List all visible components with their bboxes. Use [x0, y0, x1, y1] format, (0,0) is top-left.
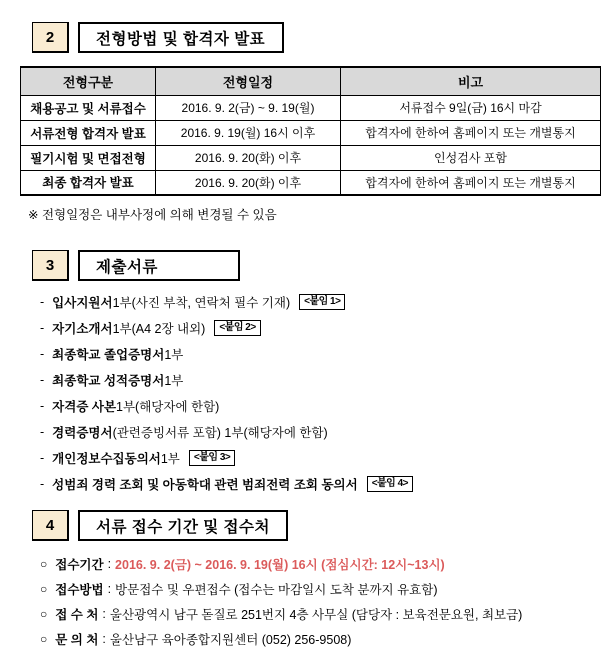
table-row — [21, 120, 601, 145]
section-3-header — [32, 250, 609, 281]
table-row — [21, 145, 601, 170]
selection-schedule-table — [20, 66, 601, 196]
section-2-header — [32, 22, 609, 53]
submission-info-list — [0, 551, 609, 651]
info-value: 울산광역시 남구 돋질로 251번지 4층 사무실 (담당자 : 보육전문요원, 최보금) — [109, 607, 523, 622]
header-cell-schedule: 전형일정 — [156, 67, 341, 95]
list-item — [40, 315, 609, 341]
document-detail: 1부(A4 2장 내외) — [112, 322, 206, 336]
info-item-contact — [40, 626, 609, 651]
required-documents-list — [0, 289, 609, 497]
dash-bullet: - — [40, 399, 45, 413]
info-item-method — [40, 576, 609, 601]
colon-separator: : — [107, 556, 112, 571]
section-4-header — [32, 510, 609, 541]
table-cell: 채용공고 및 서류접수 — [21, 95, 156, 120]
document-name: 입사지원서 — [52, 296, 113, 310]
circle-bullet-icon: ○ — [40, 581, 48, 596]
dash-bullet: - — [40, 373, 45, 387]
info-label: 접수기간 — [55, 557, 104, 572]
info-value: 울산남구 육아종합지원센터 (052) 256-9508) — [109, 632, 352, 647]
dash-bullet: - — [40, 425, 45, 439]
attachment-tag-3: <붙임 3> — [189, 450, 235, 466]
info-value-period: 2016. 9. 2(금) ~ 2016. 9. 19(월) 16시 (점심시간: 12시~13시) — [115, 557, 445, 572]
attachment-tag-1: <붙임 1> — [299, 294, 345, 310]
document-detail: 1부 — [164, 374, 184, 388]
table-row — [21, 95, 601, 120]
colon-separator: : — [102, 606, 106, 621]
colon-separator: : — [107, 581, 112, 596]
document-detail: 1부(사진 부착, 연락처 필수 기재) — [112, 296, 291, 310]
document-name: 성범죄 경력 조회 및 아동학대 관련 범죄전력 조회 동의서 — [52, 478, 358, 492]
info-value: 방문접수 및 우편접수 (접수는 마감일시 도착 분까지 유효함) — [115, 582, 438, 597]
attachment-tag-4: <붙임 4> — [367, 476, 413, 492]
table-cell: 2016. 9. 2(금) ~ 9. 19(월) — [156, 95, 341, 120]
document-name: 경력증명서 — [52, 426, 113, 440]
table-cell: 2016. 9. 19(월) 16시 이후 — [156, 120, 341, 145]
table-cell: 인성검사 포함 — [341, 145, 601, 170]
document-name: 자기소개서 — [52, 322, 113, 336]
section-4-number-badge: 4 — [32, 510, 69, 541]
circle-bullet-icon: ○ — [40, 556, 48, 571]
table-cell: 서류접수 9일(금) 16시 마감 — [341, 95, 601, 120]
header-cell-remarks: 비고 — [341, 67, 601, 95]
dash-bullet: - — [40, 451, 45, 465]
table-cell: 합격자에 한하여 홈페이지 또는 개별통지 — [341, 170, 601, 195]
list-item — [40, 367, 609, 393]
list-item — [40, 289, 609, 315]
table-cell: 필기시험 및 면접전형 — [21, 145, 156, 170]
list-item — [40, 445, 609, 471]
table-header-row — [21, 67, 601, 95]
document-detail: 1부 — [164, 348, 184, 362]
document-name: 최종학교 졸업증명서 — [52, 348, 165, 362]
dash-bullet: - — [40, 295, 45, 309]
document-name: 최종학교 성적증명서 — [52, 374, 165, 388]
list-item — [40, 393, 609, 419]
circle-bullet-icon: ○ — [40, 631, 48, 646]
document-detail: 1부(해당자에 한함) — [116, 400, 220, 414]
info-item-period — [40, 551, 609, 576]
dash-bullet: - — [40, 477, 45, 491]
table-cell: 2016. 9. 20(화) 이후 — [156, 145, 341, 170]
dash-bullet: - — [40, 321, 45, 335]
section-2-title: 전형방법 및 합격자 발표 — [78, 22, 284, 53]
list-item — [40, 419, 609, 445]
schedule-change-note: ※ 전형일정은 내부사정에 의해 변경될 수 있음 — [28, 208, 277, 222]
table-cell: 합격자에 한하여 홈페이지 또는 개별통지 — [341, 120, 601, 145]
list-item — [40, 471, 609, 497]
header-cell-category: 전형구분 — [21, 67, 156, 95]
table-row — [21, 170, 601, 195]
section-3-title: 제출서류 — [78, 250, 240, 281]
info-label: 접 수 처 — [55, 607, 99, 622]
circle-bullet-icon: ○ — [40, 606, 48, 621]
document-name: 자격증 사본 — [52, 400, 117, 414]
document-name: 개인정보수집동의서 — [52, 452, 161, 466]
table-cell: 2016. 9. 20(화) 이후 — [156, 170, 341, 195]
table-cell: 최종 합격자 발표 — [21, 170, 156, 195]
section-2-number-badge: 2 — [32, 22, 69, 53]
document-detail: 1부 — [160, 452, 180, 466]
section-3-number-badge: 3 — [32, 250, 69, 281]
table-cell: 서류전형 합격자 발표 — [21, 120, 156, 145]
info-label: 접수방법 — [55, 582, 104, 597]
document-detail: (관련증빙서류 포함) 1부(해당자에 한함) — [112, 426, 328, 440]
section-4-title: 서류 접수 기간 및 접수처 — [78, 510, 288, 541]
dash-bullet: - — [40, 347, 45, 361]
attachment-tag-2: <붙임 2> — [214, 320, 260, 336]
info-item-place — [40, 601, 609, 626]
colon-separator: : — [102, 631, 106, 646]
info-label: 문 의 처 — [55, 632, 99, 647]
list-item — [40, 341, 609, 367]
